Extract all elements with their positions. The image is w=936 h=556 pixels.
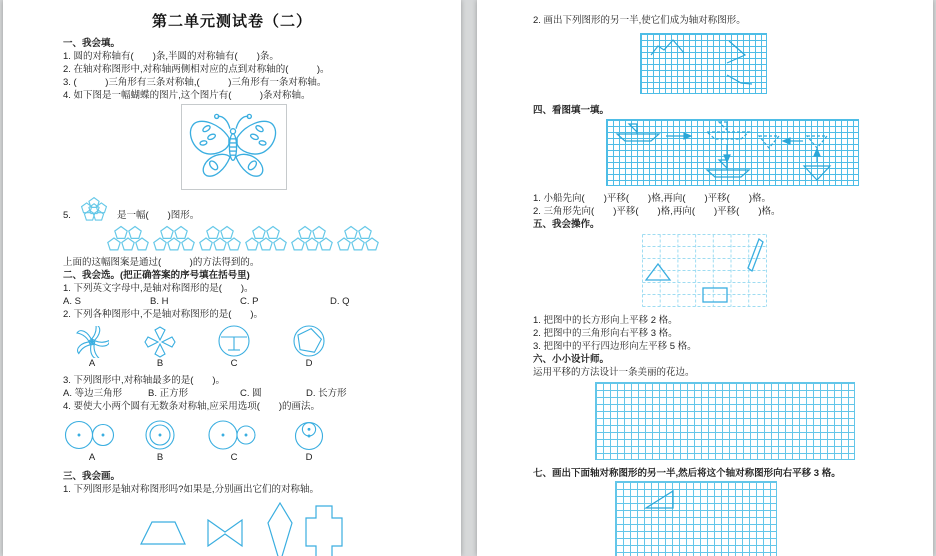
s5-q2: 2. 把图中的三角形向右平移 3 格。 [533,328,678,339]
section7-header: 七、画出下面轴对称图形的另一半,然后将这个轴对称图形向右平移 3 格。 [533,468,841,479]
figure-label-c: C [230,358,238,369]
left-page [3,0,461,556]
design-grid [595,382,855,460]
figure-label-d: D [305,452,313,463]
section1-header: 一、我会填。 [63,38,121,49]
boat-solid-bottom [707,160,749,178]
figure-label-b: B [156,358,164,369]
s1-q5-text: 是一幅( )图形。 [116,210,200,221]
section5-header: 五、我会操作。 [533,219,600,230]
pentagon-border-figure [105,224,379,252]
section2-header: 二、我会选。(把正确答案的序号填在括号里) [63,270,250,281]
s4-q2: 2. 三角形先向( )平移( )格,再向( )平移( )格。 [533,206,781,217]
s2-q4-figure-labels [63,452,433,464]
s4-q1: 1. 小船先向( )平移( )格,再向( )平移( )格。 [533,193,772,204]
pentagon-in-circle-icon [291,324,327,358]
operation-dashed-grid [642,234,767,307]
s6-q1: 运用平移的方法设计一条美丽的花边。 [533,367,695,378]
cross-shape-icon [303,504,345,556]
s5-q1: 1. 把图中的长方形向上平移 2 格。 [533,315,678,326]
final-symmetry-grid [615,481,777,556]
option-a: A. 等边三角形 [63,388,123,399]
trapezoid-icon [135,517,191,549]
s1-q2: 2. 在轴对称图形中,对称轴两侧相对应的点到对称轴的( )。 [63,64,330,75]
s2-q1: 1. 下列英文字母中,是轴对称图形的是( )。 [63,283,254,294]
boat-solid-top [617,124,659,142]
pinwheel-icon [75,326,109,358]
section4-header: 四、看图填一填。 [533,105,610,116]
s1-q5-row [63,197,433,222]
half-figures-icon [641,34,768,95]
symmetry-grid [640,33,767,94]
option-c: C. 圆 [240,388,262,399]
option-b: B. 正方形 [148,388,189,399]
four-point-bow-icon [144,326,176,358]
s2-q2: 2. 下列各种图形中,不是轴对称图形的是( )。 [63,309,264,320]
triangle-dashed-left [759,136,779,148]
right-page [477,0,933,556]
circle-with-bar-icon [217,324,251,358]
s1-q5-conclusion: 上面的这幅图案是通过( )的方法得到的。 [63,257,260,268]
option-d: D. 长方形 [306,388,347,399]
s1-q5-number: 5. [63,210,71,221]
triangle-solid [804,166,830,180]
boats-triangles-icon [607,120,860,187]
option-d: D. Q [330,296,350,307]
concentric-circles-icon [143,418,177,452]
down-arrow [724,144,730,162]
s2-q3: 3. 下列图形中,对称轴最多的是( )。 [63,375,226,386]
s2-q4-figures [63,416,433,452]
section6-header: 六、小小设计师。 [533,354,610,365]
s2-q4: 4. 要使大小两个圆有无数条对称轴,应采用选项( )的画法。 [63,401,321,412]
pentagon-flower-cluster-icon [76,197,112,222]
s1-q4: 4. 如下图是一幅蝴蝶的图片,这个图片有( )条对称轴。 [63,90,311,101]
figure-label-a: A [88,452,96,463]
section3-header: 三、我会画。 [63,471,121,482]
s1-q3: 3. ( )三角形有三条对称轴,( )三角形有一条对称轴。 [63,77,327,88]
triangle-dashed-right [807,136,827,148]
butterfly-icon [182,105,284,187]
figure-label-b: B [156,452,164,463]
page-title: 第二单元测试卷（二） [151,13,312,30]
bowtie-icon [205,517,245,549]
option-c: C. P [240,296,259,307]
translation-grid [606,119,859,186]
two-tangent-circles-icon [64,418,120,452]
figure-label-d: D [305,358,313,369]
s2-q3-options [63,387,433,400]
overlapping-circles-icon [206,418,262,452]
s2-q1-options [63,295,433,308]
s5-q3: 3. 把图中的平行四边形向左平移 5 格。 [533,341,697,352]
s1-q1: 1. 圆的对称轴有( )条,半圆的对称轴有( )条。 [63,51,279,62]
figure-label-c: C [230,452,238,463]
right-arrow [666,133,691,139]
option-a: A. S [63,296,81,307]
boat-dashed [707,122,749,140]
s3-q1: 1. 下列图形是轴对称图形吗?如果是,分别画出它们的对称轴。 [63,484,319,495]
left-arrow [783,138,803,144]
half-triangle-icon [616,482,778,556]
inner-tangent-circles-icon [291,416,327,452]
s3-q2: 2. 画出下列图形的另一半,使它们成为轴对称图形。 [533,15,746,26]
s2-q2-figure-labels [63,358,433,370]
parallelogram-figure [748,239,763,271]
up-arrow [814,149,820,162]
s3-q1-shapes [63,499,433,556]
butterfly-figure-box [181,104,287,190]
figure-label-a: A [88,358,96,369]
s2-q2-figures [63,324,433,358]
triangle-figure [646,264,670,280]
kite-icon [265,501,295,556]
option-b: B. H [150,296,169,307]
